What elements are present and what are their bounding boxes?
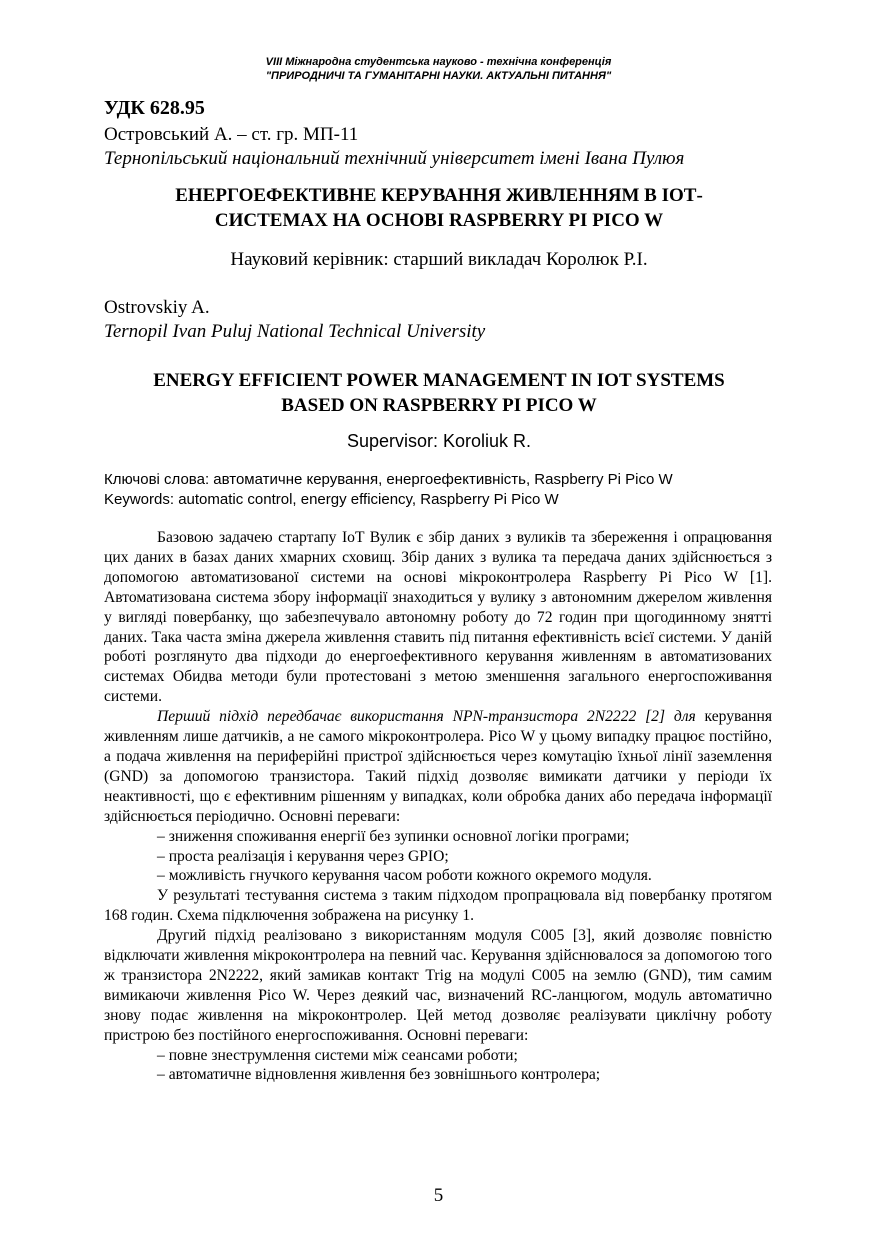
- title-english-line-1: ENERGY EFFICIENT POWER MANAGEMENT IN IOT SYSTEMS: [153, 370, 725, 391]
- supervisor-english: Supervisor: Koroliuk R.: [346, 431, 532, 451]
- list-item: – повне знеструмлення системи між сеансами роботи;: [157, 1046, 518, 1064]
- title-ukrainian-line-1: ЕНЕРГОЕФЕКТИВНЕ КЕРУВАННЯ ЖИВЛЕННЯМ В ІОТ-: [175, 185, 703, 206]
- paragraph-3: У результаті тестування система з таким підходом пропрацювала від повербанку протягом 168 годин. Схема підключення зображена на рисунку 1.: [104, 887, 772, 925]
- title-english-line-2: BASED ON RASPBERRY PI PICO W: [281, 395, 597, 416]
- title-ukrainian-line-2: СИСТЕМАХ НА ОСНОВІ RASPBERRY PI PICO W: [214, 210, 664, 231]
- keywords-ukrainian: Ключові слова: автоматичне керування, енергоефективність, Raspberry Pi Pico W: [104, 471, 673, 488]
- udk-code: УДК 628.95: [104, 97, 205, 119]
- conference-header-line-2: "ПРИРОДНИЧІ ТА ГУМАНІТАРНІ НАУКИ. АКТУАЛЬНІ ПИТАННЯ": [265, 70, 612, 82]
- paragraph-2-text: керування живленням лише датчиків, а не самого мікроконтролера. Pico W у цьому випадку працює постійно, а подача живлення на периферійні пристрої здійснюється через комутацію їхньої лінії заземлення (GND) за допомогою транзистора. Такий підхід дозволяє вимикати датчики у періоди їх неактивності, що є ефективним рішенням у випадках, коли обробка даних або передача інформації здійснюється періодично. Основні переваги:: [104, 708, 772, 825]
- list-item: – автоматичне відновлення живлення без зовнішнього контролера;: [157, 1066, 601, 1084]
- paragraph-4: Другий підхід реалізовано з використанням модуля C005 [3], який дозволяє повністю відключати живлення мікроконтролера на певний час. Керування здійснювалося за допомогою того ж транзистора 2N2222, який замикав контакт Trig на модулі C005 на землю (GND), тим самим вимикаючи живлення Pico W. Через деякий час, визначений RC-ланцюгом, модуль автоматично знову подає живлення на мікроконтролер. Цей метод дозволяє реалізувати циклічну роботу пристрою без постійного енергоспоживання. Основні переваги:: [104, 927, 772, 1044]
- author-english: Ostrovskiy A.: [104, 297, 210, 318]
- list-item: – зниження споживання енергії без зупинки основної логіки програми;: [157, 827, 630, 845]
- paragraph-2: [104, 707, 772, 826]
- conference-header-line-1: VIII Міжнародна студентська науково - технічна конференція: [265, 56, 612, 68]
- title-english: [104, 368, 774, 418]
- keywords-english: Keywords: automatic control, energy efficiency, Raspberry Pi Pico W: [104, 491, 559, 508]
- paragraph-2-italic-lead: Перший підхід передбачає використання NPN-транзистора 2N2222 [2] для: [157, 708, 696, 726]
- list-item: – проста реалізація і керування через GPIO;: [157, 847, 449, 865]
- author-ukrainian: Островський А. – ст. гр. МП-11: [104, 124, 359, 145]
- paragraph-1: Базовою задачею стартапу IoT Вулик є збір даних з вуликів та збереження і опрацювання цих даних в базах даних хмарних сховищ. Збір даних з вулика та передача даних здійснюється з допомогою автоматизованої системи на основі мікроконтролера Raspberry Pi Pico W [1]. Автоматизована система збору інформації знаходиться у вулику з автономним джерелом живлення у вигляді повербанку, що забезпечувало автономну роботу до 72 годин при щогодинному знятті даних. Така часта зміна джерела живлення ставить під питання ефективність всієї системи. У даній роботі розглянуто два підходи до енергоефективного керування живленням в автоматизованих системах Обидва методи були протестовані з метою зменшення загального енергоспоживання системи.: [104, 529, 772, 706]
- article-body: [104, 528, 772, 1085]
- affiliation-ukrainian: Тернопільський національний технічний університет імені Івана Пулюя: [104, 148, 685, 169]
- affiliation-english: Ternopil Ivan Puluj National Technical University: [104, 321, 486, 342]
- supervisor-ukrainian: Науковий керівник: старший викладач Королюк Р.І.: [230, 249, 648, 270]
- page-number: 5: [433, 1185, 444, 1206]
- title-ukrainian: [104, 183, 774, 233]
- list-item: – можливість гнучкого керування часом роботи кожного окремого модуля.: [157, 867, 652, 885]
